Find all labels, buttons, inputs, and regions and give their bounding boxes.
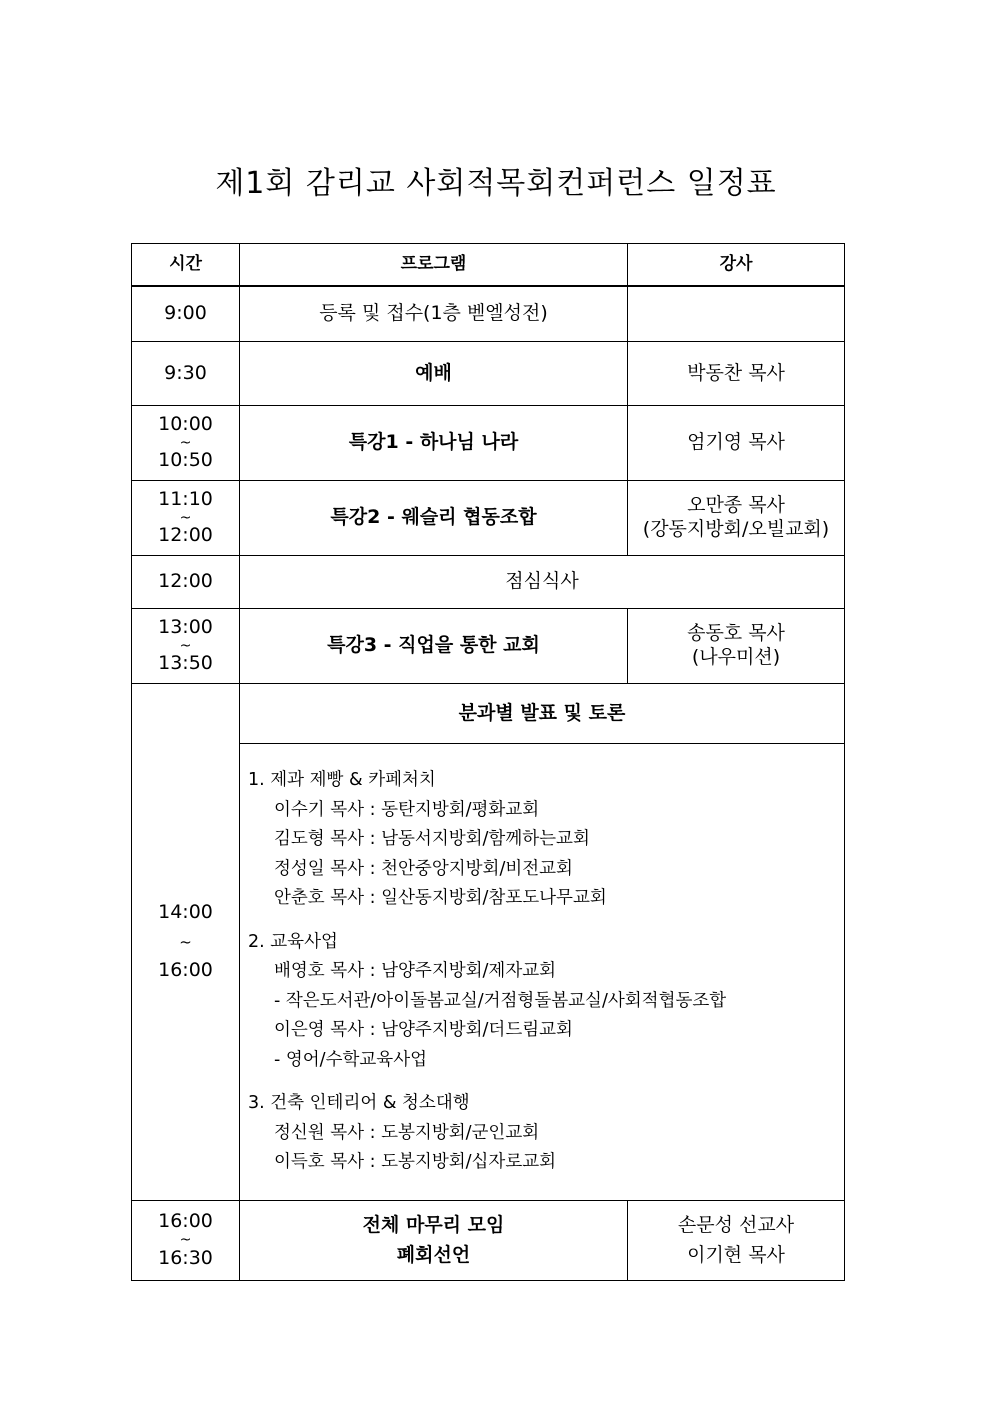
time-start: 11:10 xyxy=(158,487,213,510)
tilde: ~ xyxy=(179,1232,192,1249)
page-title: 제1회 감리교 사회적목회컨퍼런스 일정표 xyxy=(215,166,777,201)
time-start: 13:00 xyxy=(158,615,213,638)
header-program: 프로그램 xyxy=(240,244,628,286)
table-row xyxy=(132,406,845,481)
list-item: 안춘호 목사 : 일산동지방회/참포도나무교회 xyxy=(274,888,607,908)
time-cell xyxy=(132,684,240,1201)
speaker-name: 손문성 선교사 xyxy=(677,1213,795,1236)
speaker-cell: 엄기영 목사 xyxy=(628,406,845,481)
section-title: 2. 교육사업 xyxy=(248,931,338,952)
speaker-cell xyxy=(628,481,845,556)
time-end: 12:00 xyxy=(158,524,213,547)
time-cell xyxy=(132,406,240,481)
speaker-cell xyxy=(628,609,845,684)
header-time: 시간 xyxy=(132,244,240,286)
table-row xyxy=(132,481,845,556)
program-cell xyxy=(240,1201,628,1281)
program-cell: 특강1 - 하나님 나라 xyxy=(240,406,628,481)
table-row xyxy=(132,1201,845,1281)
list-item: - 영어/수학교육사업 xyxy=(274,1049,428,1070)
table-row xyxy=(132,609,845,684)
breakout-details xyxy=(240,744,845,1201)
time-cell: 9:00 xyxy=(132,286,240,342)
speaker-cell: 박동찬 목사 xyxy=(628,342,845,406)
list-item: 김도형 목사 : 남동서지방회/함께하는교회 xyxy=(274,829,590,849)
time-cell xyxy=(132,609,240,684)
header-speaker: 강사 xyxy=(628,244,845,286)
program-cell: 점심식사 xyxy=(240,556,845,609)
list-item: 정성일 목사 : 천안중앙지방회/비전교회 xyxy=(274,858,573,879)
speaker-affiliation: (강동지방회/오빌교회) xyxy=(642,518,830,540)
breakout-section-3 xyxy=(248,1089,836,1178)
speaker-cell xyxy=(628,1201,845,1281)
time-end: 10:50 xyxy=(158,449,213,472)
time-start: 16:00 xyxy=(158,1210,213,1233)
speaker-name: 송동호 목사 xyxy=(687,622,785,645)
time-start: 10:00 xyxy=(158,412,213,435)
speaker-affiliation: (나우미션) xyxy=(691,646,781,668)
time-start: 14:00 xyxy=(158,900,213,923)
program-cell: 예배 xyxy=(240,342,628,406)
tilde: ~ xyxy=(179,637,192,654)
time-cell: 12:00 xyxy=(132,556,240,609)
program-cell: 등록 및 접수(1층 벧엘성전) xyxy=(240,286,628,342)
tilde: ~ xyxy=(179,434,192,451)
list-item: 정신원 목사 : 도봉지방회/군인교회 xyxy=(274,1122,540,1143)
speaker-name: 오만종 목사 xyxy=(687,494,785,517)
tilde: ~ xyxy=(179,932,192,951)
table-row xyxy=(132,556,845,609)
breakout-section-1 xyxy=(248,766,836,914)
list-item: 이득호 목사 : 도봉지방회/십자로교회 xyxy=(274,1152,557,1172)
program-line: 폐회선언 xyxy=(396,1243,471,1266)
section-title: 1. 제과 제빵 & 카페처치 xyxy=(248,770,436,790)
time-cell xyxy=(132,481,240,556)
time-cell: 9:30 xyxy=(132,342,240,406)
time-cell xyxy=(132,1201,240,1281)
table-row xyxy=(132,684,845,744)
list-item: 배영호 목사 : 남양주지방회/제자교회 xyxy=(274,961,557,981)
time-end: 16:30 xyxy=(158,1246,213,1269)
section-heading: 분과별 발표 및 토론 xyxy=(240,684,845,744)
header-row xyxy=(132,244,845,286)
schedule-table xyxy=(131,243,845,1281)
list-item: 이은영 목사 : 남양주지방회/더드림교회 xyxy=(274,1020,573,1040)
program-cell: 특강3 - 직업을 통한 교회 xyxy=(240,609,628,684)
time-end: 16:00 xyxy=(158,959,213,982)
list-item: 이수기 목사 : 동탄지방회/평화교회 xyxy=(274,799,540,820)
program-line: 전체 마무리 모임 xyxy=(362,1213,505,1236)
breakout-section-2 xyxy=(248,928,836,1076)
list-item: - 작은도서관/아이돌봄교실/거점형돌봄교실/사회적협동조합 xyxy=(274,990,727,1011)
time-end: 13:50 xyxy=(158,652,213,675)
section-title: 3. 건축 인테리어 & 청소대행 xyxy=(248,1093,470,1113)
table-row xyxy=(132,342,845,406)
speaker-cell xyxy=(628,286,845,342)
tilde: ~ xyxy=(179,509,192,526)
speaker-name: 이기현 목사 xyxy=(687,1243,785,1266)
table-row xyxy=(132,286,845,342)
program-cell: 특강2 - 웨슬리 협동조합 xyxy=(240,481,628,556)
